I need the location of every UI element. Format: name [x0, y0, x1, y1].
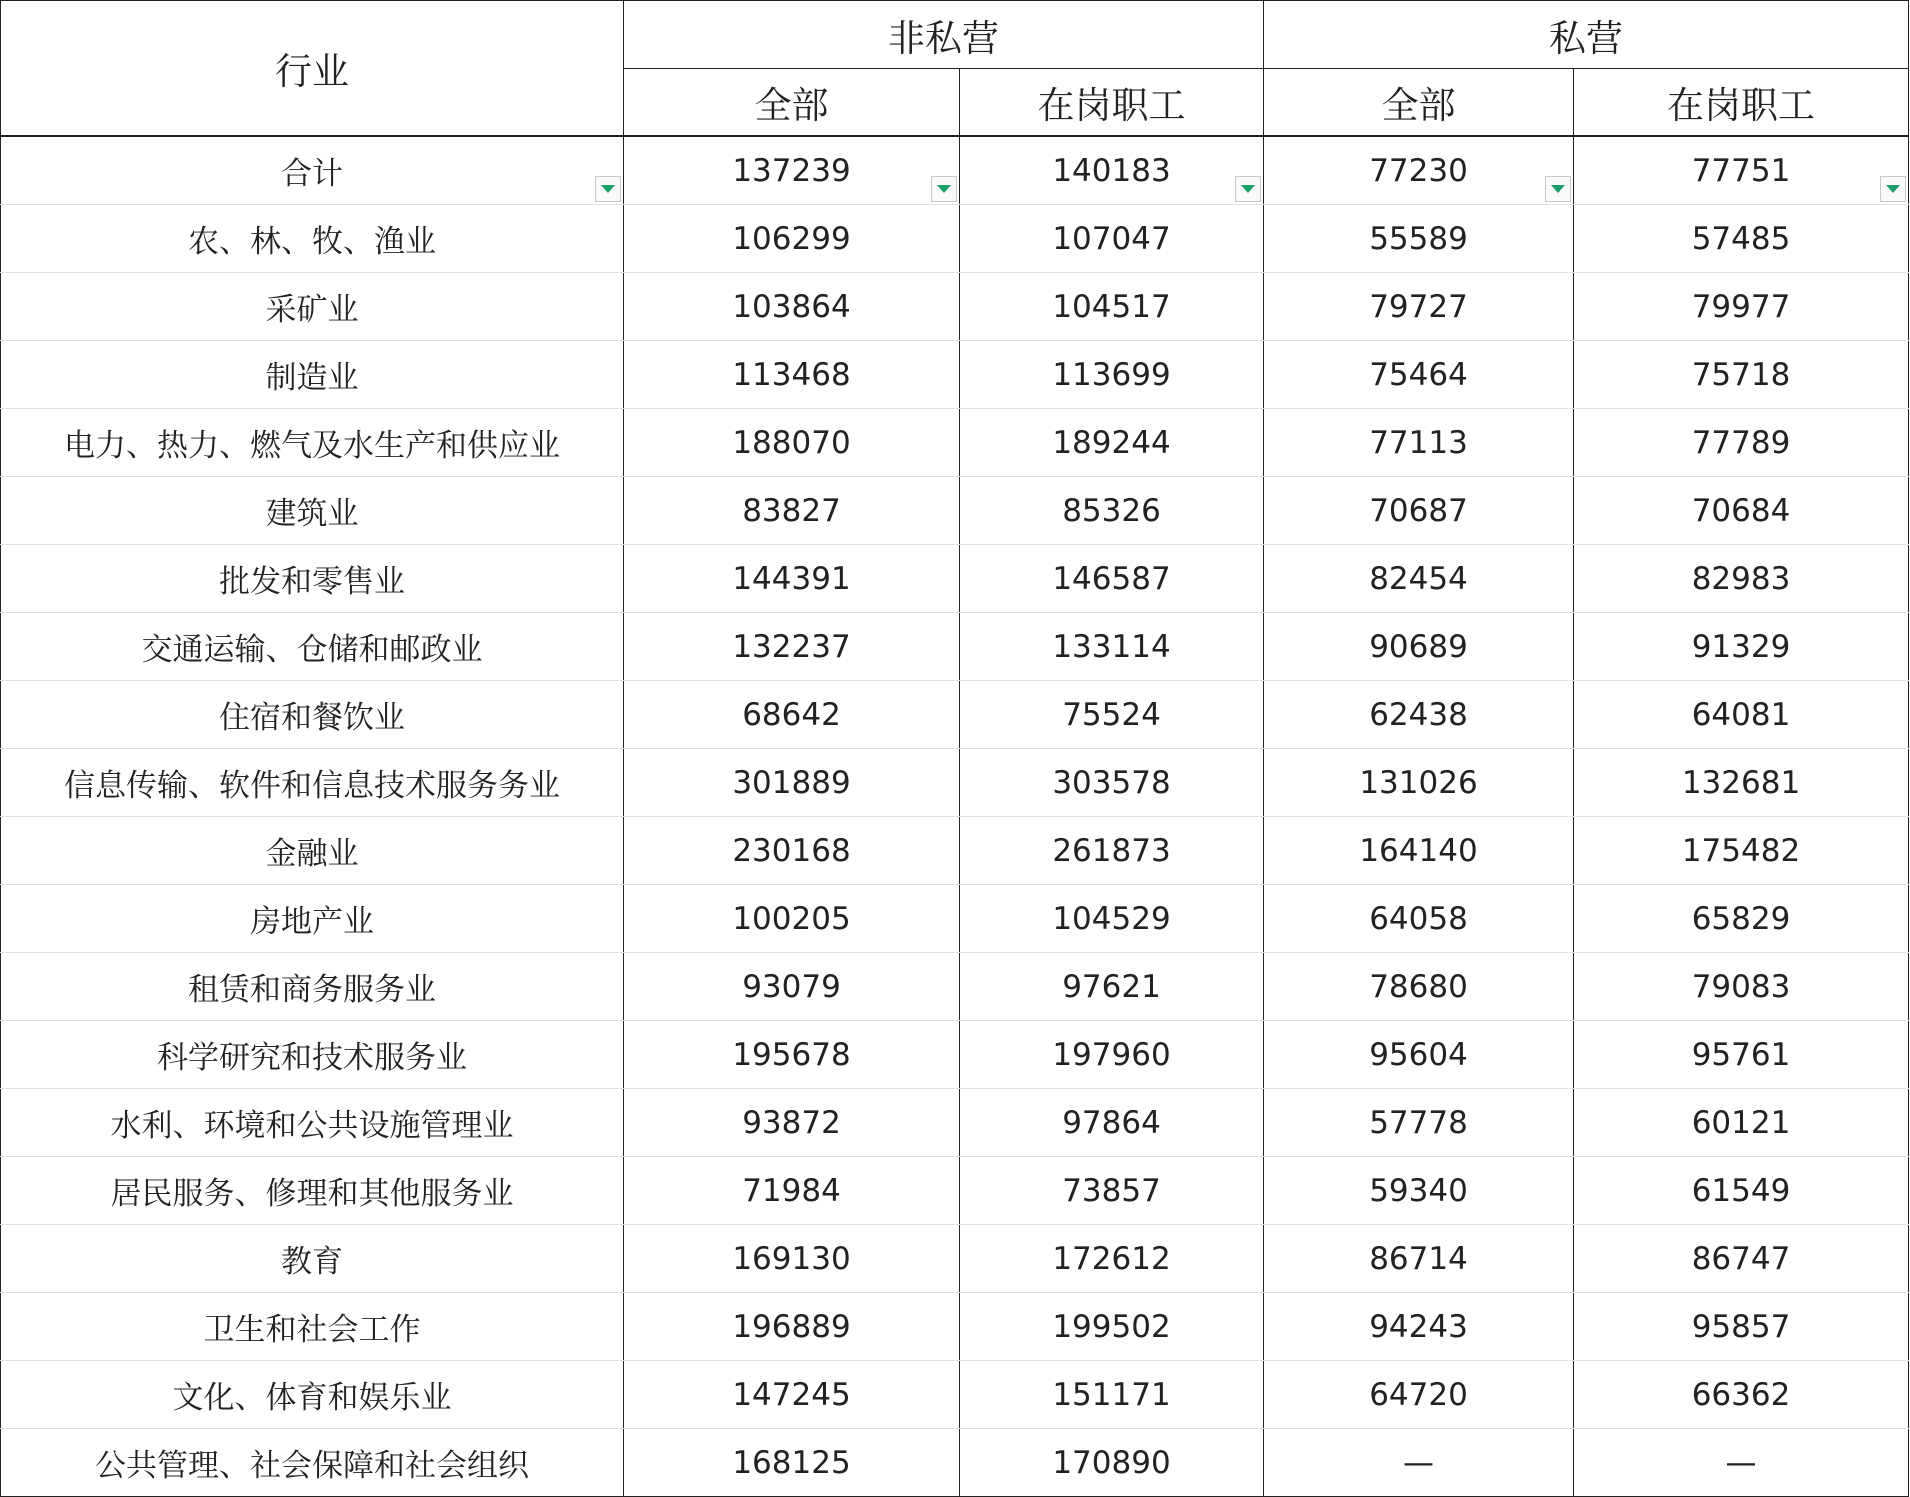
cell-text: 79977 [1691, 288, 1791, 325]
industry-cell[interactable] [1, 1021, 624, 1089]
cell-text: 164140 [1359, 832, 1478, 869]
cell-text: 146587 [1052, 560, 1171, 597]
cell-text: 93872 [742, 1104, 841, 1141]
industry-cell[interactable] [1, 1429, 624, 1497]
nonprivate-onpost-cell[interactable] [960, 273, 1264, 341]
cell-text: 75524 [1062, 696, 1161, 733]
industry-cell[interactable] [1, 477, 624, 545]
industry-cell[interactable] [1, 1293, 624, 1361]
cell-text: 97621 [1062, 968, 1161, 1005]
cell-text: 132237 [732, 628, 851, 665]
industry-header: 行业 [1, 1, 624, 137]
triangle-down-icon [601, 185, 615, 193]
industry-cell[interactable] [1, 1361, 624, 1429]
nonprivate-all-cell[interactable] [624, 817, 960, 885]
cell-text: 教育 [281, 1244, 343, 1280]
nonprivate-all-cell[interactable] [624, 953, 960, 1021]
table-row [1, 477, 1909, 545]
industry-cell[interactable] [1, 136, 624, 205]
cell-text: 93079 [742, 968, 841, 1005]
cell-text: 77113 [1369, 424, 1468, 461]
private-onpost-cell[interactable] [1574, 681, 1909, 749]
table-row [1, 817, 1909, 885]
filter-dropdown-icon[interactable] [1545, 176, 1571, 202]
nonprivate-all-cell[interactable] [624, 341, 960, 409]
cell-text: 151171 [1052, 1376, 1171, 1413]
private-onpost-cell[interactable] [1574, 953, 1909, 1021]
industry-cell[interactable] [1, 681, 624, 749]
filter-dropdown-icon[interactable] [1880, 176, 1906, 202]
table-row [1, 953, 1909, 1021]
cell-text: 188070 [732, 424, 851, 461]
cell-text: 合计 [281, 156, 343, 192]
cell-text: 居民服务、修理和其他服务业 [110, 1176, 514, 1212]
private-onpost-cell[interactable] [1574, 341, 1909, 409]
cell-text: 采矿业 [265, 292, 359, 328]
cell-text: — [1403, 1444, 1434, 1481]
industry-cell[interactable] [1, 273, 624, 341]
nonprivate-onpost-header: 在岗职工 [960, 69, 1264, 137]
table-body [1, 136, 1909, 1497]
cell-text: 水利、环境和公共设施管理业 [110, 1108, 514, 1144]
nonprivate-onpost-cell[interactable] [960, 1021, 1264, 1089]
cell-text: 95604 [1369, 1036, 1468, 1073]
cell-text: 卫生和社会工作 [203, 1312, 421, 1348]
nonprivate-group-header: 非私营 [624, 1, 1264, 69]
cell-text: 交通运输、仓储和邮政业 [141, 632, 483, 668]
industry-cell[interactable] [1, 409, 624, 477]
cell-text: 107047 [1052, 220, 1171, 257]
cell-text: 106299 [732, 220, 851, 257]
nonprivate-all-cell[interactable] [624, 1293, 960, 1361]
nonprivate-onpost-cell[interactable] [960, 477, 1264, 545]
cell-text: 137239 [732, 152, 851, 189]
industry-cell[interactable] [1, 613, 624, 681]
cell-text: 金融业 [265, 836, 359, 872]
private-all-cell[interactable] [1264, 545, 1574, 613]
cell-text: 科学研究和技术服务业 [157, 1040, 467, 1076]
cell-text: 196889 [732, 1308, 851, 1345]
cell-text: 61549 [1691, 1172, 1791, 1209]
industry-cell[interactable] [1, 817, 624, 885]
cell-text: 57778 [1369, 1104, 1468, 1141]
industry-cell[interactable] [1, 1089, 624, 1157]
private-all-cell[interactable] [1264, 1429, 1574, 1497]
private-all-cell[interactable] [1264, 681, 1574, 749]
nonprivate-all-cell[interactable] [624, 1089, 960, 1157]
cell-text: 261873 [1052, 832, 1171, 869]
nonprivate-onpost-cell[interactable] [960, 817, 1264, 885]
cell-text: 132681 [1681, 764, 1801, 801]
triangle-down-icon [1551, 185, 1565, 193]
cell-text: 59340 [1369, 1172, 1468, 1209]
private-onpost-cell[interactable] [1574, 749, 1909, 817]
nonprivate-onpost-cell[interactable] [960, 205, 1264, 273]
nonprivate-onpost-cell[interactable] [960, 749, 1264, 817]
private-all-cell[interactable] [1264, 273, 1574, 341]
private-onpost-header: 在岗职工 [1574, 69, 1909, 137]
cell-text: 169130 [732, 1240, 851, 1277]
nonprivate-onpost-cell[interactable] [960, 545, 1264, 613]
cell-text: 电力、热力、燃气及水生产和供应业 [64, 428, 560, 464]
cell-text: 农、林、牧、渔业 [188, 224, 436, 260]
table-row-total [1, 136, 1909, 205]
cell-text: 103864 [732, 288, 851, 325]
table-row [1, 273, 1909, 341]
nonprivate-all-cell[interactable] [624, 205, 960, 273]
cell-text: 83827 [742, 492, 841, 529]
private-all-cell[interactable] [1264, 817, 1574, 885]
private-onpost-cell[interactable] [1574, 885, 1909, 953]
nonprivate-all-cell[interactable] [624, 1225, 960, 1293]
private-all-cell[interactable] [1264, 1089, 1574, 1157]
private-all-cell[interactable] [1264, 613, 1574, 681]
private-all-cell[interactable] [1264, 409, 1574, 477]
table-row [1, 1157, 1909, 1225]
cell-text: 78680 [1369, 968, 1468, 1005]
table-row [1, 1021, 1909, 1089]
cell-text: 公共管理、社会保障和社会组织 [95, 1448, 529, 1484]
nonprivate-all-cell[interactable] [624, 1429, 960, 1497]
cell-text: 97864 [1062, 1104, 1161, 1141]
nonprivate-all-cell[interactable] [624, 409, 960, 477]
nonprivate-all-cell[interactable] [624, 1021, 960, 1089]
industry-cell[interactable] [1, 749, 624, 817]
industry-cell[interactable] [1, 205, 624, 273]
private-onpost-cell[interactable] [1574, 1429, 1909, 1497]
cell-text: 60121 [1691, 1104, 1791, 1141]
nonprivate-onpost-cell[interactable] [960, 1225, 1264, 1293]
nonprivate-onpost-cell[interactable] [960, 409, 1264, 477]
private-onpost-cell[interactable] [1574, 1157, 1909, 1225]
private-onpost-cell[interactable] [1574, 273, 1909, 341]
cell-text: 303578 [1052, 764, 1171, 801]
private-all-header: 全部 [1264, 69, 1574, 137]
nonprivate-all-cell[interactable] [624, 885, 960, 953]
cell-text: 64058 [1369, 900, 1468, 937]
table-row [1, 885, 1909, 953]
nonprivate-onpost-cell[interactable] [960, 1429, 1264, 1497]
industry-cell[interactable] [1, 953, 624, 1021]
cell-text: 64081 [1691, 696, 1791, 733]
cell-text: 197960 [1052, 1036, 1171, 1073]
private-onpost-cell[interactable] [1574, 1089, 1909, 1157]
cell-text: 189244 [1052, 424, 1171, 461]
table-row [1, 341, 1909, 409]
industry-cell[interactable] [1, 545, 624, 613]
nonprivate-onpost-cell[interactable] [960, 681, 1264, 749]
cell-text: 租赁和商务服务业 [188, 972, 436, 1008]
cell-text: 195678 [732, 1036, 851, 1073]
table-row [1, 613, 1909, 681]
table-row [1, 409, 1909, 477]
cell-text: 113699 [1052, 356, 1171, 393]
triangle-down-icon [1886, 185, 1900, 193]
private-all-cell[interactable] [1264, 341, 1574, 409]
table-row [1, 1429, 1909, 1497]
nonprivate-all-header: 全部 [624, 69, 960, 137]
cell-text: 90689 [1369, 628, 1468, 665]
cell-text: 文化、体育和娱乐业 [172, 1380, 452, 1416]
cell-text: 75464 [1369, 356, 1468, 393]
cell-text: 140183 [1052, 152, 1171, 189]
cell-text: 91329 [1691, 628, 1791, 665]
triangle-down-icon [937, 185, 951, 193]
private-all-cell[interactable] [1264, 885, 1574, 953]
nonprivate-onpost-cell[interactable] [960, 885, 1264, 953]
private-onpost-cell[interactable] [1574, 409, 1909, 477]
private-all-cell[interactable] [1264, 749, 1574, 817]
cell-text: 79083 [1691, 968, 1791, 1005]
private-onpost-cell[interactable] [1574, 1225, 1909, 1293]
industry-cell[interactable] [1, 885, 624, 953]
table-row [1, 681, 1909, 749]
cell-text: 94243 [1369, 1308, 1468, 1345]
cell-text: 77789 [1691, 424, 1791, 461]
cell-text: 77230 [1369, 152, 1468, 189]
table-row [1, 545, 1909, 613]
private-all-cell[interactable] [1264, 1361, 1574, 1429]
nonprivate-all-cell[interactable] [624, 136, 960, 205]
industry-cell[interactable] [1, 1157, 624, 1225]
cell-text: 65829 [1691, 900, 1791, 937]
private-onpost-cell[interactable] [1574, 477, 1909, 545]
private-all-cell[interactable] [1264, 1021, 1574, 1089]
table-row [1, 1293, 1909, 1361]
nonprivate-all-cell[interactable] [624, 273, 960, 341]
industry-cell[interactable] [1, 1225, 624, 1293]
private-onpost-cell[interactable] [1574, 136, 1909, 205]
cell-text: 82983 [1691, 560, 1791, 597]
cell-text: 55589 [1369, 220, 1468, 257]
private-all-cell[interactable] [1264, 1157, 1574, 1225]
nonprivate-onpost-cell[interactable] [960, 341, 1264, 409]
triangle-down-icon [1241, 185, 1255, 193]
cell-text: 172612 [1052, 1240, 1171, 1277]
table-row [1, 1361, 1909, 1429]
cell-text: 77751 [1691, 152, 1791, 189]
cell-text: 170890 [1052, 1444, 1171, 1481]
cell-text: 147245 [732, 1376, 851, 1413]
cell-text: 104529 [1052, 900, 1171, 937]
table-row [1, 1225, 1909, 1293]
nonprivate-onpost-cell[interactable] [960, 1157, 1264, 1225]
nonprivate-onpost-cell[interactable] [960, 1089, 1264, 1157]
cell-text: 95857 [1691, 1308, 1791, 1345]
industry-cell[interactable] [1, 341, 624, 409]
private-onpost-cell[interactable] [1574, 545, 1909, 613]
cell-text: 86747 [1691, 1240, 1791, 1277]
cell-text: 71984 [742, 1172, 841, 1209]
cell-text: 75718 [1691, 356, 1791, 393]
private-onpost-cell[interactable] [1574, 1361, 1909, 1429]
table-row [1, 205, 1909, 273]
nonprivate-onpost-cell[interactable] [960, 953, 1264, 1021]
cell-text: 175482 [1681, 832, 1801, 869]
cell-text: 86714 [1369, 1240, 1468, 1277]
cell-text: 70687 [1369, 492, 1468, 529]
nonprivate-all-cell[interactable] [624, 545, 960, 613]
nonprivate-onpost-cell[interactable] [960, 1361, 1264, 1429]
cell-text: 79727 [1369, 288, 1468, 325]
nonprivate-all-cell[interactable] [624, 477, 960, 545]
private-all-cell[interactable] [1264, 477, 1574, 545]
cell-text: 房地产业 [250, 904, 374, 940]
cell-text: 113468 [732, 356, 851, 393]
filter-dropdown-icon[interactable] [931, 176, 957, 202]
nonprivate-onpost-cell[interactable] [960, 613, 1264, 681]
filter-dropdown-icon[interactable] [595, 176, 621, 202]
cell-text: 95761 [1691, 1036, 1791, 1073]
cell-text: 73857 [1062, 1172, 1161, 1209]
cell-text: 62438 [1369, 696, 1468, 733]
private-all-cell[interactable] [1264, 1293, 1574, 1361]
private-all-cell[interactable] [1264, 953, 1574, 1021]
private-group-header: 私营 [1264, 1, 1909, 69]
private-onpost-cell[interactable] [1574, 1293, 1909, 1361]
cell-text: 制造业 [265, 360, 359, 396]
cell-text: 66362 [1691, 1376, 1791, 1413]
table-row [1, 749, 1909, 817]
private-onpost-cell[interactable] [1574, 613, 1909, 681]
cell-text: 82454 [1369, 560, 1468, 597]
cell-text: 104517 [1052, 288, 1171, 325]
cell-text: 199502 [1052, 1308, 1171, 1345]
private-onpost-cell[interactable] [1574, 1021, 1909, 1089]
cell-text: 133114 [1052, 628, 1171, 665]
cell-text: — [1725, 1444, 1757, 1481]
filter-dropdown-icon[interactable] [1235, 176, 1261, 202]
cell-text: 批发和零售业 [219, 564, 405, 600]
cell-text: 70684 [1691, 492, 1791, 529]
cell-text: 住宿和餐饮业 [219, 700, 405, 736]
cell-text: 144391 [732, 560, 851, 597]
cell-text: 301889 [732, 764, 851, 801]
nonprivate-onpost-cell[interactable] [960, 1293, 1264, 1361]
private-onpost-cell[interactable] [1574, 205, 1909, 273]
cell-text: 230168 [732, 832, 851, 869]
nonprivate-all-cell[interactable] [624, 613, 960, 681]
private-onpost-cell[interactable] [1574, 817, 1909, 885]
cell-text: 57485 [1691, 220, 1791, 257]
nonprivate-all-cell[interactable] [624, 1157, 960, 1225]
cell-text: 建筑业 [265, 496, 359, 532]
cell-text: 100205 [732, 900, 851, 937]
cell-text: 85326 [1062, 492, 1161, 529]
private-all-cell[interactable] [1264, 205, 1574, 273]
nonprivate-onpost-cell[interactable] [960, 136, 1264, 205]
private-all-cell[interactable] [1264, 1225, 1574, 1293]
cell-text: 信息传输、软件和信息技术服务务业 [64, 768, 560, 804]
nonprivate-all-cell[interactable] [624, 681, 960, 749]
cell-text: 168125 [732, 1444, 851, 1481]
cell-text: 131026 [1359, 764, 1478, 801]
table-row [1, 1089, 1909, 1157]
cell-text: 68642 [742, 696, 841, 733]
private-all-cell[interactable] [1264, 136, 1574, 205]
nonprivate-all-cell[interactable] [624, 749, 960, 817]
cell-text: 64720 [1369, 1376, 1468, 1413]
nonprivate-all-cell[interactable] [624, 1361, 960, 1429]
